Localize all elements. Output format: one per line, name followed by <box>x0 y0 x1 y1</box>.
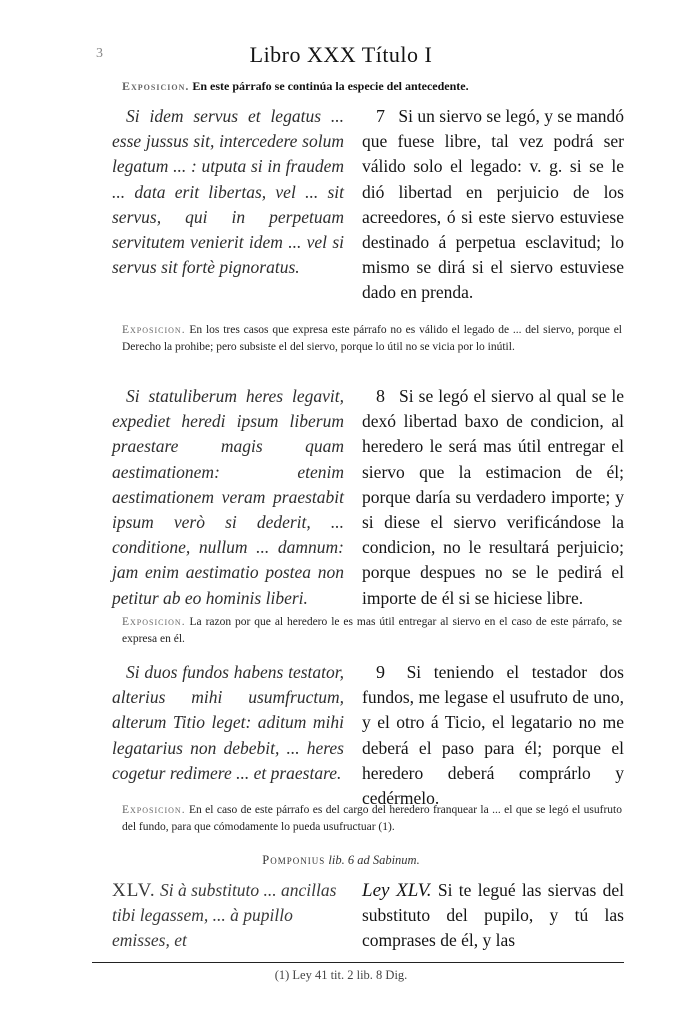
paragraph-number: 7 <box>376 106 385 126</box>
attribution-author: Pomponius <box>262 853 326 867</box>
note-lead: Exposicion. <box>122 616 186 628</box>
note-lead: Exposicion. <box>122 324 186 336</box>
page-header: Libro XXX Título I <box>249 42 433 67</box>
exposition-note-4 <box>122 802 622 835</box>
paragraph-number: 9 <box>376 662 385 682</box>
exposition-note-2 <box>122 322 622 355</box>
exposition-note-1 <box>122 78 622 95</box>
latin-paragraph: Si duos fundos habens testator, alterius mihi usumfructum, alterum Titio leget: aditum mihi legatarius non debebit, ... heres cogetur redimere ... et praestare. <box>112 662 344 783</box>
spanish-paragraph: Si se legó el siervo al qual se le dexó libertad baxo de condicion, al heredero le será mas útil entregar el siervo que la estimacion de él; porque daría su verdadero importe; y si diese el siervo verificándose la condicion, no le resultará perjuicio; porque despues no se le pedirá el importe de él si se hiciese libre. <box>362 386 625 608</box>
latin-text-8 <box>112 384 344 611</box>
note-text: En los tres casos que expresa este párrafo no es válido el legado de ... del siervo, porque el Derecho la prohibe; pero subsiste el del siervo, porque lo útil no se vicia por lo inútil. <box>122 324 622 353</box>
spanish-paragraph: Si un siervo se legó, y se mandó que fuese libre, tal vez podrá ser válido solo el legado: v. g. si se le dió libertad en perjuicio de los acreedores, ó si este siervo estuviese destinado á perpetua esclavitud; lo mismo se dirá si el siervo estuviese dado en prenda. <box>362 106 624 303</box>
latin-paragraph: Si idem servus et legatus ... esse jussus sit, intercedere solum legatum ... : utputa si in fraudem ... data erit libertas, vel ... sit servus, qui in perpetuam servitutem venierit idem ... vel si servus sit fortè pignoratus. <box>112 106 344 278</box>
lex-spanish-head: Ley XLV. <box>362 880 432 901</box>
lex-latin-head: XLV. <box>112 880 156 901</box>
latin-paragraph: Si statuliberum heres legavit, expediet heredi ipsum liberum praestare magis quam aestimationem: etenim aestimationem veram praestabit ipsum verò si dederit, ... conditione, nullum ... damnum: jam enim aestimatio postea non petitur ab eo hominis liberi. <box>112 386 344 608</box>
page-mark: 3 <box>96 46 103 61</box>
lex-latin <box>112 878 344 954</box>
note-text: En este párrafo se continúa la especie del antecedente. <box>192 79 469 93</box>
lex-latin-text: Si à substituto ... ancillas tibi legassem, ... à pupillo emisses, et <box>112 880 337 951</box>
spanish-paragraph: Si teniendo el testador dos fundos, me legase el usufruto de uno, y el otro á Ticio, el legatario no me deberá el paso para él; porque el heredero deberá comprárlo y cedérmelo. <box>362 662 624 809</box>
note-lead: Exposicion. <box>122 79 190 93</box>
note-lead: Exposicion. <box>122 804 186 816</box>
lex-spanish <box>362 878 624 954</box>
attribution-reference: lib. 6 ad Sabinum. <box>328 853 420 867</box>
paragraph-number: 8 <box>376 386 385 406</box>
footnote: (1) Ley 41 tit. 2 lib. 8 Dig. <box>274 968 408 982</box>
spanish-text-7 <box>362 104 624 306</box>
exposition-note-3 <box>122 614 622 647</box>
footnote-rule <box>92 962 624 963</box>
note-text: En el caso de este párrafo es del cargo del heredero franquear la ... el que se legó el usufruto del fundo, para que cómodamente lo pueda usufructuar (1). <box>122 804 623 833</box>
spanish-text-9 <box>362 660 624 811</box>
latin-text-9 <box>112 660 344 786</box>
latin-text-7 <box>112 104 344 280</box>
lex-spanish-text: Si te legué las siervas del substituto del pupilo, y tú las comprases de él, y las <box>362 880 624 951</box>
spanish-text-8 <box>362 384 624 611</box>
attribution <box>0 853 682 868</box>
note-text: La razon por que al heredero le es mas útil entregar al siervo en el caso de este párrafo, se expresa en él. <box>122 616 623 645</box>
